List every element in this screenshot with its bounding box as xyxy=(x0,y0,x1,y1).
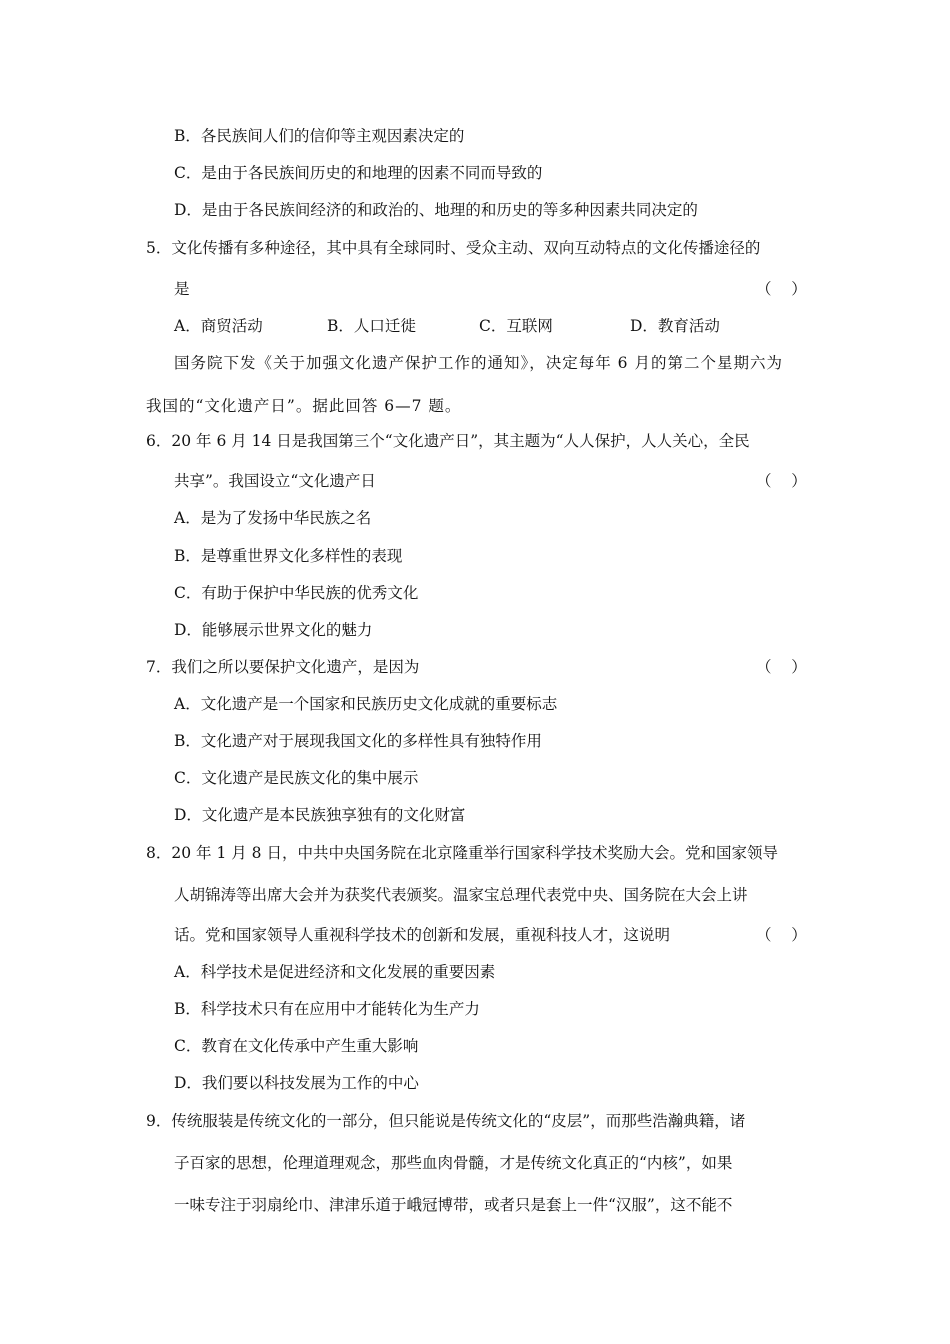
q7-answer-paren: （ ） xyxy=(756,658,807,676)
q5-answer-paren: （ ） xyxy=(756,280,807,298)
q7-option-a: A．文化遗产是一个国家和民族历史文化成就的重要标志 xyxy=(174,695,558,713)
q6-option-d: D．能够展示世界文化的魅力 xyxy=(174,621,373,639)
q8-answer-paren: （ ） xyxy=(756,926,807,944)
q5-option-c: C．互联网 xyxy=(479,317,553,335)
q4-option-d: D．是由于各民族间经济的和政治的、地理的和历史的等多种因素共同决定的 xyxy=(174,201,698,219)
q6-stem-line1: 6．20 年 6 月 14 日是我国第三个“文化遗产日”，其主题为“人人保护，人人关心，全民 xyxy=(146,432,750,450)
q6-answer-paren: （ ） xyxy=(756,472,807,490)
q5-stem-line1: 5．文化传播有多种途径，其中具有全球同时、受众主动、双向互动特点的文化传播途径的 xyxy=(146,239,761,257)
q7-stem-line1: 7．我们之所以要保护文化遗产，是因为 xyxy=(146,658,420,676)
q8-option-d: D．我们要以科技发展为工作的中心 xyxy=(174,1074,419,1092)
q5-option-d: D．教育活动 xyxy=(630,317,720,335)
q9-stem-line2: 子百家的思想，伦理道理观念，那些血肉骨髓，才是传统文化真正的“内核”，如果 xyxy=(174,1154,733,1172)
q5-option-a: A．商贸活动 xyxy=(174,317,263,335)
q5-stem-line2: 是 xyxy=(174,280,190,298)
intro-line1: 国务院下发《关于加强文化遗产保护工作的通知》，决定每年 6 月的第二个星期六为 xyxy=(174,354,783,372)
q4-option-b: B．各民族间人们的信仰等主观因素决定的 xyxy=(174,127,465,145)
q8-stem-line2: 人胡锦涛等出席大会并为获奖代表颁奖。温家宝总理代表党中央、国务院在大会上讲 xyxy=(174,886,748,904)
intro-line2: 我国的“文化遗产日”。据此回答 6—7 题。 xyxy=(146,397,462,415)
q8-option-a: A．科学技术是促进经济和文化发展的重要因素 xyxy=(174,963,496,981)
q8-stem-line1: 8．20 年 1 月 8 日，中共中央国务院在北京隆重举行国家科学技术奖励大会。党和国家领导 xyxy=(146,844,778,862)
q9-stem-line1: 9．传统服装是传统文化的一部分，但只能说是传统文化的“皮层”，而那些浩瀚典籍，诸 xyxy=(146,1112,746,1130)
q7-option-c: C．文化遗产是民族文化的集中展示 xyxy=(174,769,419,787)
q9-stem-line3: 一味专注于羽扇纶巾、津津乐道于峨冠博带，或者只是套上一件“汉服”，这不能不 xyxy=(174,1196,733,1214)
q6-option-a: A．是为了发扬中华民族之名 xyxy=(174,509,372,527)
q6-option-b: B．是尊重世界文化多样性的表现 xyxy=(174,547,403,565)
q4-option-c: C．是由于各民族间历史的和地理的因素不同而导致的 xyxy=(174,164,543,182)
q8-stem-line3: 话。党和国家领导人重视科学技术的创新和发展，重视科技人才，这说明 xyxy=(174,926,671,944)
q8-option-b: B．科学技术只有在应用中才能转化为生产力 xyxy=(174,1000,480,1018)
q7-option-b: B．文化遗产对于展现我国文化的多样性具有独特作用 xyxy=(174,732,542,750)
q6-stem-line2: 共享”。我国设立“文化遗产日 xyxy=(174,472,376,490)
q7-option-d: D．文化遗产是本民族独享独有的文化财富 xyxy=(174,806,466,824)
q5-option-b: B．人口迁徙 xyxy=(327,317,416,335)
q6-option-c: C．有助于保护中华民族的优秀文化 xyxy=(174,584,419,602)
q8-option-c: C．教育在文化传承中产生重大影响 xyxy=(174,1037,419,1055)
